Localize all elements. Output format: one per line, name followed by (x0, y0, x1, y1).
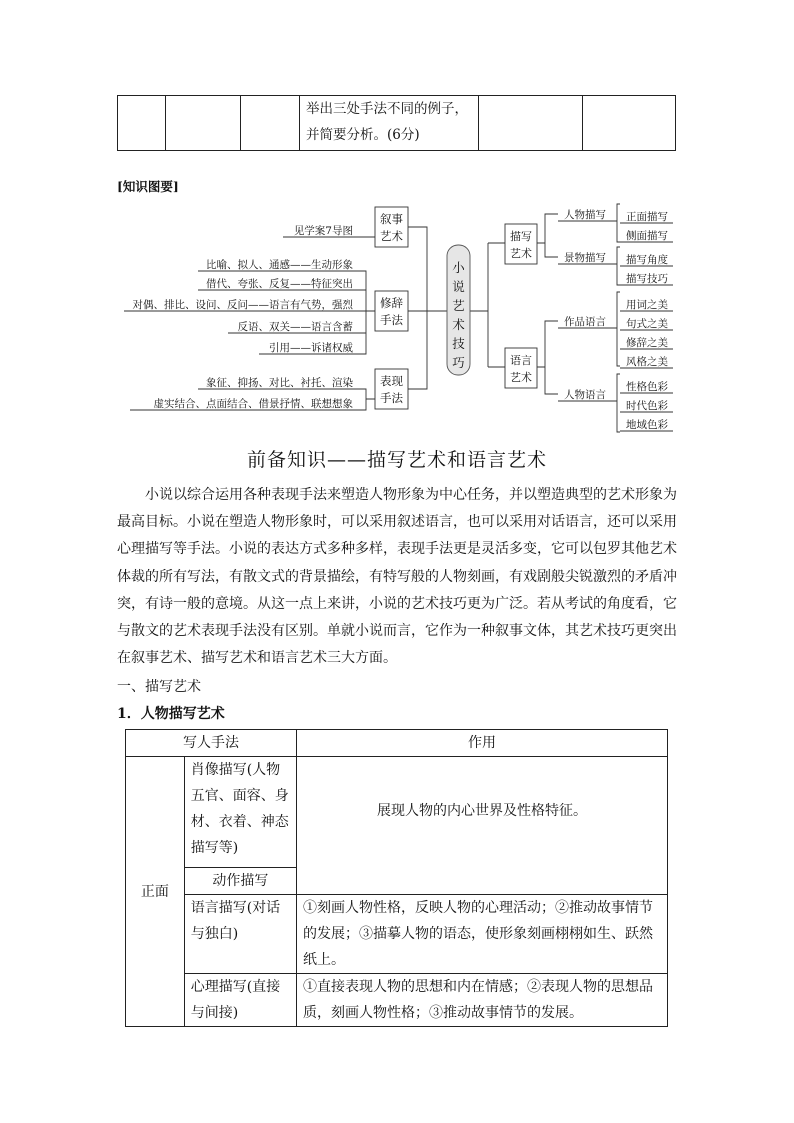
mindmap-item: 见学案7导图 (293, 225, 353, 237)
mindmap-sub-label: 人物语言 (564, 389, 606, 401)
mindmap-item: 引用——诉诸权威 (269, 342, 353, 354)
mindmap-center-char: 技 (452, 336, 465, 351)
mindmap-center-char: 术 (452, 317, 465, 332)
mindmap-item: 修辞之美 (626, 337, 668, 349)
mindmap-item: 句式之美 (626, 318, 668, 330)
method-table (125, 729, 668, 1027)
mindmap-group-label: 描写 (510, 230, 532, 243)
table-header-method: 写人手法 (126, 730, 297, 757)
table-method-cell: 心理描写(直接与间接) (184, 974, 296, 1027)
mindmap-item: 时代色彩 (626, 400, 668, 412)
mindmap-center-char: 艺 (452, 298, 465, 313)
mindmap-item: 地域色彩 (626, 419, 668, 431)
mindmap-group-label: 语言 (510, 354, 532, 367)
mindmap-group-label: 叙事 (380, 212, 403, 226)
mindmap-sub-label: 人物描写 (564, 209, 606, 221)
section-title: [知识图要] (117, 179, 179, 194)
mind-map (0, 0, 794, 440)
mindmap-item: 象征、抑扬、对比、衬托、渲染 (206, 377, 353, 389)
mindmap-item: 侧面描写 (626, 230, 668, 242)
subsection-heading: 1．人物描写艺术 (117, 706, 225, 722)
mindmap-group-label: 手法 (380, 391, 403, 405)
table-method-cell: 语言描写(对话与独白) (184, 895, 296, 974)
mind-map-text (133, 208, 669, 431)
table-method-cell: 肖像描写(人物五官、面容、身材、衣着、神态描写等) (184, 757, 296, 868)
table-effect-cell: 展现人物的内心世界及性格特征。 (297, 757, 668, 895)
mindmap-center-char: 说 (452, 279, 465, 294)
mindmap-group-label: 艺术 (510, 247, 532, 260)
mindmap-item: 虚实结合、点面结合、借景抒情、联想想象 (153, 398, 353, 410)
mindmap-sub-label: 景物描写 (564, 252, 606, 264)
mindmap-item: 描写技巧 (626, 273, 668, 285)
top-cell-question: 举出三处手法不同的例子，并简要分析。(6分) (300, 96, 479, 151)
table-method-cell: 动作描写 (184, 868, 296, 895)
section-heading: 一、描写艺术 (117, 679, 201, 695)
mindmap-item: 性格色彩 (626, 381, 668, 393)
mindmap-sub-label: 作品语言 (564, 316, 606, 328)
mindmap-item: 借代、夸张、反复——特征突出 (206, 278, 353, 290)
table-category: 正面 (126, 757, 185, 1027)
table-effect-cell: ①刻画人物性格，反映人物的心理活动；②推动故事情节的发展；③描摹人物的语态，使形象刻画栩栩如生、跃然纸上。 (297, 895, 668, 974)
intro-paragraph: 小说以综合运用各种表现手法来塑造人物形象为中心任务，并以塑造典型的艺术形象为最高目标。小说在塑造人物形象时，可以采用叙述语言，也可以采用对话语言，还可以采用心理描写等手法。小说的表达方式多种多样，表现手法更是灵活多变，它可以包罗其他艺术体裁的所有写法，有散文式的背景描绘，有特写般的人物刻画，有戏剧般尖锐激烈的矛盾冲突，有诗一般的意境。从这一点上来讲，小说的艺术技巧更为广泛。若从考试的角度看，它与散文的艺术表现手法没有区别。单就小说而言，它作为一种叙事文体，其艺术技巧更突出在叙事艺术、描写艺术和语言艺术三大方面。 (117, 487, 677, 667)
mindmap-group-label: 修辞 (380, 296, 403, 310)
mindmap-item: 用词之美 (626, 299, 668, 311)
table-header-effect: 作用 (297, 730, 668, 757)
mindmap-item: 反语、双关——语言含蓄 (237, 321, 353, 333)
mindmap-group-label: 表现 (380, 374, 403, 388)
mindmap-item: 正面描写 (626, 211, 668, 223)
mindmap-center-char: 巧 (452, 355, 465, 370)
page-heading: 前备知识——描写艺术和语言艺术 (246, 449, 547, 471)
mindmap-group-label: 艺术 (510, 371, 532, 384)
mindmap-item: 对偶、排比、设问、反问——语言有气势，强烈 (132, 299, 353, 311)
mindmap-item: 描写角度 (626, 254, 668, 266)
mindmap-group-label: 艺术 (380, 229, 403, 243)
mindmap-center-char: 小 (452, 260, 465, 275)
mindmap-item: 风格之美 (626, 356, 668, 368)
mindmap-group-label: 手法 (380, 313, 403, 327)
mindmap-item: 比喻、拟人、通感——生动形象 (206, 259, 353, 271)
table-effect-cell: ①直接表现人物的思想和内在情感；②表现人物的思想品质，刻画人物性格；③推动故事情节的发展。 (297, 974, 668, 1027)
